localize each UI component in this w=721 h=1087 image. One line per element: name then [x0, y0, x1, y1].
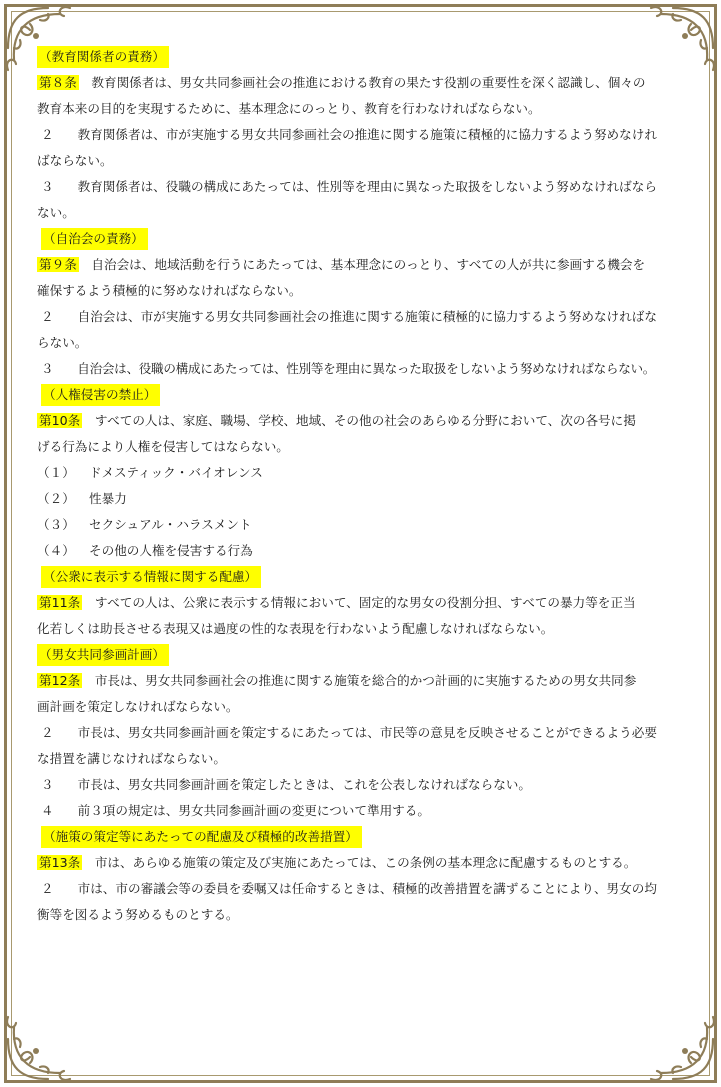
article-line: 教育本来の目的を実現するために、基本理念にのっとり、教育を行わなければならない。 [37, 101, 541, 116]
article-text: 教育関係者は、男女共同参画社会の推進における教育の果たす役割の重要性を深く認識し、個々の [78, 75, 646, 90]
paragraph-line: な措置を講じなければならない。 [37, 751, 226, 766]
paragraph-text: 市は、市の審議会等の委員を委嘱又は任命するときは、積極的改善措置を講ずることにより、男女の均 [65, 881, 657, 896]
article-line: 画計画を策定しなければならない。 [37, 699, 239, 714]
document-body [37, 44, 687, 928]
paragraph-text: 教育関係者は、市が実施する男女共同参画社会の推進に関する施策に積極的に協力するよう努めなけれ [65, 127, 657, 142]
paragraph-number: ３ [41, 361, 54, 376]
article-text: すべての人は、公衆に表示する情報において、固定的な男女の役割分担、すべての暴力等を正当 [82, 595, 636, 610]
paragraph-line [37, 876, 687, 902]
section-article-13 [37, 824, 687, 928]
corner-ornament-icon [0, 997, 90, 1087]
article-number: 第10条 [39, 413, 81, 428]
article-number: 第８条 [39, 75, 77, 90]
paragraph-line: らない。 [37, 335, 88, 350]
article-text: 市は、あらゆる施策の策定及び実施にあたっては、この条例の基本理念に配慮するものとする。 [82, 855, 637, 870]
article-line [37, 408, 687, 434]
list-item-number: （１） [37, 465, 75, 480]
paragraph-line [37, 122, 687, 148]
article-number: 第９条 [39, 257, 77, 272]
section-heading: （人権侵害の禁止） [41, 384, 160, 406]
paragraph-number: ２ [41, 881, 54, 896]
list-item-text: セクシュアル・ハラスメント [89, 517, 252, 532]
list-item-text: その他の人権を侵害する行為 [89, 543, 253, 558]
list-item-number: （３） [37, 517, 75, 532]
paragraph-line: ばならない。 [37, 153, 113, 168]
article-line: げる行為により人権を侵害してはならない。 [37, 439, 289, 454]
article-number: 第12条 [39, 673, 81, 688]
section-heading: （教育関係者の責務） [37, 46, 169, 68]
article-line: 化若しくは助長させる表現又は過度の性的な表現を行わないよう配慮しなければならない。 [37, 621, 554, 636]
paragraph-line [37, 720, 687, 746]
paragraph-line [37, 798, 687, 824]
section-article-8 [37, 44, 687, 226]
list-item-text: 性暴力 [89, 491, 127, 506]
paragraph-line: 衡等を図るよう努めるものとする。 [37, 907, 239, 922]
paragraph-number: ３ [41, 777, 54, 792]
list-item-text: ドメスティック・バイオレンス [89, 465, 263, 480]
section-article-11 [37, 564, 687, 642]
paragraph-line [37, 356, 687, 382]
paragraph-line [37, 772, 687, 798]
list-item [37, 538, 687, 564]
paragraph-line: ない。 [37, 205, 75, 220]
article-line [37, 252, 687, 278]
paragraph-line [37, 174, 687, 200]
paragraph-number: ２ [41, 309, 54, 324]
list-item [37, 486, 687, 512]
section-heading: （公衆に表示する情報に関する配慮） [41, 566, 261, 588]
paragraph-text: 前３項の規定は、男女共同参画計画の変更について準用する。 [65, 803, 430, 818]
list-item-number: （４） [37, 543, 75, 558]
article-line: 確保するよう積極的に努めなければならない。 [37, 283, 302, 298]
section-article-9 [37, 226, 687, 382]
article-line [37, 850, 687, 876]
paragraph-number: ４ [41, 803, 54, 818]
section-article-10 [37, 382, 687, 564]
list-item [37, 460, 687, 486]
paragraph-text: 市長は、男女共同参画計画を策定するにあたっては、市民等の意見を反映させることができるよう必要 [65, 725, 657, 740]
article-number: 第11条 [39, 595, 81, 610]
corner-ornament-icon [631, 997, 721, 1087]
article-text: 自治会は、地域活動を行うにあたっては、基本理念にのっとり、すべての人が共に参画する機会を [78, 257, 646, 272]
paragraph-text: 自治会は、役職の構成にあたっては、性別等を理由に異なった取扱をしないよう努めなければならない。 [65, 361, 656, 376]
section-heading: （自治会の責務） [41, 228, 148, 250]
list-item [37, 512, 687, 538]
paragraph-number: ２ [41, 127, 54, 142]
article-line [37, 590, 687, 616]
paragraph-text: 教育関係者は、役職の構成にあたっては、性別等を理由に異なった取扱をしないよう努めなければなら [65, 179, 657, 194]
paragraph-text: 自治会は、市が実施する男女共同参画社会の推進に関する施策に積極的に協力するよう努めなければな [65, 309, 657, 324]
article-text: 市長は、男女共同参画社会の推進に関する施策を総合的かつ計画的に実施するための男女共同参 [82, 673, 637, 688]
paragraph-line [37, 304, 687, 330]
paragraph-number: ３ [41, 179, 54, 194]
paragraph-text: 市長は、男女共同参画計画を策定したときは、これを公表しなければならない。 [65, 777, 531, 792]
article-number: 第13条 [39, 855, 81, 870]
article-line [37, 668, 687, 694]
paragraph-number: ２ [41, 725, 54, 740]
list-item-number: （２） [37, 491, 75, 506]
article-line [37, 70, 687, 96]
section-heading: （施策の策定等にあたっての配慮及び積極的改善措置） [41, 826, 362, 848]
article-text: すべての人は、家庭、職場、学校、地域、その他の社会のあらゆる分野において、次の各号に掲 [82, 413, 636, 428]
section-article-12 [37, 642, 687, 824]
section-heading: （男女共同参画計画） [37, 644, 169, 666]
